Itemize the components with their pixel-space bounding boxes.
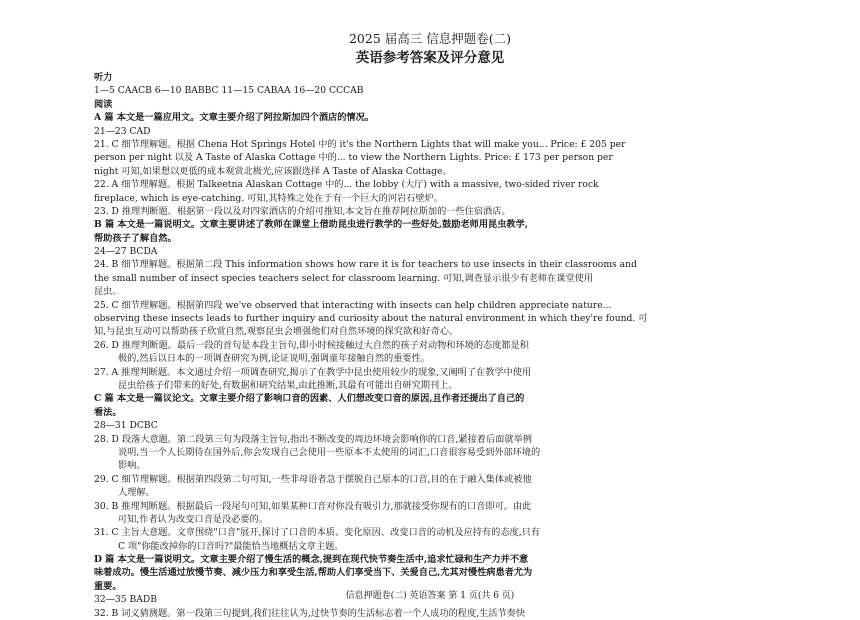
text-line: 22. A 细节理解题。根据 Talkeetna Alaskan Cottage 中的... the lobby (大厅) with a massive, two-sided river rock	[94, 179, 599, 191]
text-line: 31. C 主旨大意题。文章围绕"口音"展开,探讨了口音的本质、变化原因、改变口音的动机及应持有的态度,只有	[94, 527, 541, 539]
text-line: the small number of insect species teachers select for classroom learning. 可知,调查显示很少有老师在课堂使用	[94, 272, 594, 284]
section-heading-line: 味着成功。慢生活通过放慢节奏、减少压力和享受生活,帮助人们享受当下、关爱自己,尤其对慢性病患者尤为	[94, 567, 533, 579]
text-line: 可知,作者认为改变口音是没必要的。	[118, 513, 268, 525]
text-line: 21—23 CAD	[94, 125, 151, 137]
text-line: night 可知,如果想以更低的成本观赏北极光,应该跟选择 A Taste of Alaska Cottage。	[94, 165, 452, 177]
text-line: 人理解。	[118, 487, 155, 499]
page-footer: 信息押题卷(二) 英语答案 第 1 页(共 6 页)	[345, 591, 515, 601]
section-heading-line: 看法。	[94, 406, 122, 418]
section-heading-line: B 篇 本文是一篇说明文。文章主要讲述了教师在课堂上借助昆虫进行教学的一些好处,鼓励老师用昆虫教学,	[94, 219, 528, 231]
text-line: 昆虫给孩子们带来的好处,有数据和研究结果,由此推断,其最有可能出自研究期刊上。	[118, 379, 458, 391]
text-line: 28—31 DCBC	[94, 420, 158, 432]
text-line: 23. D 推理判断题。根据第一段以及对四家酒店的介绍可推知,本文旨在推荐阿拉斯加的一些住宿酒店。	[94, 205, 511, 217]
text-line: 26. D 推理判断题。最后一段的首句是本段主旨句,即小时候接触过大自然的孩子对动物和环境的态度都是积	[94, 339, 529, 351]
text-line: 说明,当一个人长期待在国外后,你会发现自己会使用一些原本不太使用的词汇,口音很容易受到外部环境的	[118, 446, 541, 458]
section-heading-line: 重要。	[94, 580, 122, 592]
text-line: 32. B 词义猜测题。第一段第三句提到,我们往往认为,过快节奏的生活标志着一个人成功的程度,生活节奏快	[94, 607, 526, 619]
text-line: 27. A 推理判断题。本文通过介绍一项调查研究,揭示了在教学中昆虫使用较少的现象,又阐明了在教学中使用	[94, 366, 532, 378]
text-line: 昆虫。	[94, 286, 122, 298]
text-line: 25. C 细节理解题。根据第四段 we've observed that interacting with insects can help children appreciate nature...	[94, 299, 612, 311]
text-line: 24. B 细节理解题。根据第二段 This information shows how rare it is for teachers to use insects in their classrooms and	[94, 259, 637, 271]
text-line: 32—35 BADB	[94, 594, 157, 606]
answer-key-heading: 英语参考答案及评分意见	[355, 50, 505, 66]
text-line: observing these insects leads to further inquiry and curiosity about the natural environment in which they're found. 可	[94, 313, 648, 325]
text-line: 24—27 BCDA	[94, 246, 158, 258]
text-line: person per night 以及 A Taste of Alaska Cottage 中的... to view the Northern Lights. Price: £ 173 per person per	[94, 152, 613, 164]
section-heading-line: 听力	[94, 72, 113, 83]
answer-body	[94, 71, 794, 620]
section-heading-line: 帮助孩子了解自然。	[94, 232, 177, 244]
text-line: 30. B 推理判断题。根据最后一段尾句可知,如果某种口音对你没有吸引力,那就接受你现有的口音即可。由此	[94, 500, 532, 512]
section-heading-line: D 篇 本文是一篇说明文。文章主要介绍了慢生活的概念,提到在现代快节奏生活中,追求忙碌和生产力并不意	[94, 554, 529, 566]
text-line: 21. C 细节理解题。根据 Chena Hot Springs Hotel 中的 it's the Northern Lights that will make you... Price: £ 205 per	[94, 138, 626, 150]
text-line: 极的,然后以日本的一项调查研究为例,论证说明,强调童年接触自然的重要性。	[118, 353, 430, 365]
text-line: 影响。	[118, 460, 146, 472]
text-line: 知,与昆虫互动可以帮助孩子欣赏自然,观察昆虫会增强他们对自然环境的探究欲和好奇心。	[94, 326, 459, 338]
section-heading-line: C 篇 本文是一篇议论文。文章主要介绍了影响口音的因素、人们想改变口音的原因,且作者还提出了自己的	[94, 393, 525, 405]
text-line: 29. C 细节理解题。根据第四段第二句可知,一些非母语者急于摆脱自己原本的口音,目的在于融入集体或被他	[94, 473, 532, 485]
section-heading-line: A 篇 本文是一篇应用文。文章主要介绍了阿拉斯加四个酒店的情况。	[94, 112, 374, 124]
exam-title: 2025 届高三 信息押题卷(二)	[348, 31, 511, 46]
text-line: 28. D 段落大意题。第二段第三句为段落主旨句,指出不断改变的周边环境会影响你的口音,紧接着后面就举例	[94, 433, 532, 445]
text-line: 1—5 CAACB 6—10 BABBC 11—15 CABAA 16—20 CCCAB	[94, 85, 364, 97]
section-heading-line: 阅读	[94, 98, 113, 110]
text-line: fireplace, which is eye-catching. 可知,其特殊之处在于有一个巨大的河岩石壁炉。	[94, 192, 443, 204]
text-line: C 项"你能改掉你的口音吗?"最能恰当地概括文章主题。	[118, 540, 344, 552]
